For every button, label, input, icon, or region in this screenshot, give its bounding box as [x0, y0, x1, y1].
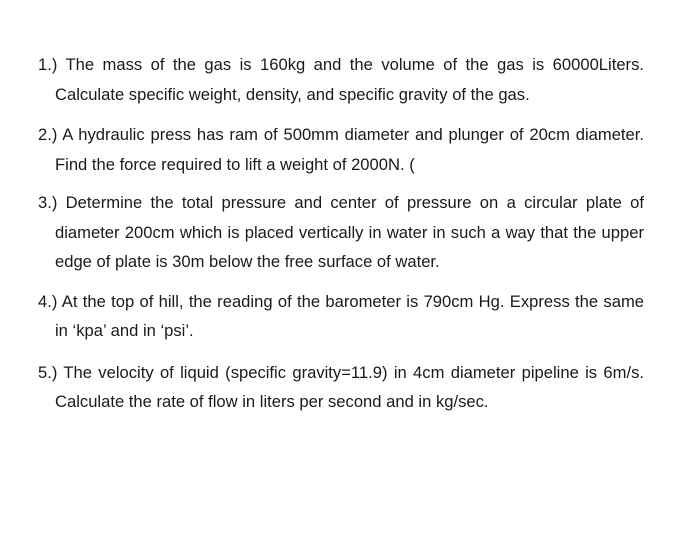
problem-1 [38, 50, 644, 109]
problem-list [38, 50, 644, 428]
problem-5-text: 5.) The velocity of liquid (specific gravity=11.9) in 4cm diameter pipeline is 6m/s. Calculate the rate of flow in liters per second and in kg/sec. [38, 362, 644, 411]
problem-4 [38, 287, 644, 346]
problem-4-text: 4.) At the top of hill, the reading of the barometer is 790cm Hg. Express the same in ‘kpa’ and in ‘psi’. [38, 291, 644, 340]
problem-1-text: 1.) The mass of the gas is 160kg and the volume of the gas is 60000Liters. Calculate specific weight, density, and specific gravity of the gas. [38, 55, 644, 104]
problem-2 [38, 120, 644, 179]
problem-2-text: 2.) A hydraulic press has ram of 500mm diameter and plunger of 20cm diameter. Find the force required to lift a weight of 2000N. ( [38, 125, 644, 174]
problem-3-text: 3.) Determine the total pressure and center of pressure on a circular plate of diameter 200cm which is placed vertically in water in such a way that the upper edge of plate is 30m below the free surface of water. [38, 193, 644, 271]
problem-5 [38, 358, 644, 417]
problem-3 [38, 188, 644, 277]
